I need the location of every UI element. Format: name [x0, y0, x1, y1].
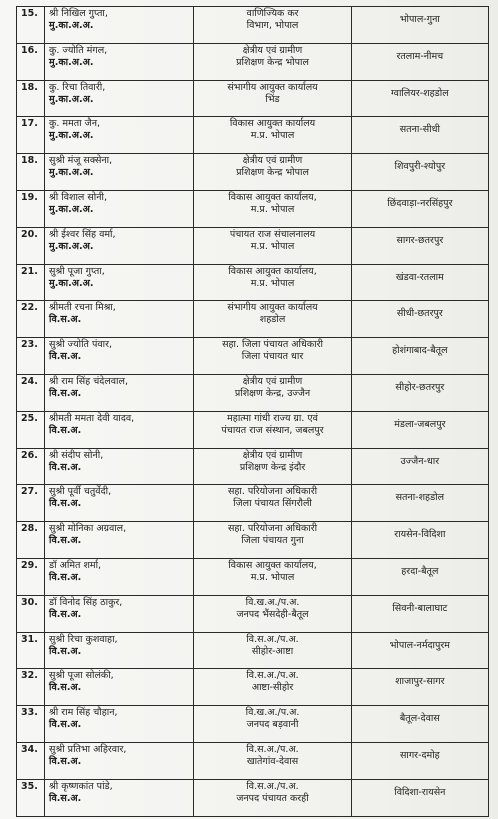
serial-no: 29.: [17, 558, 45, 595]
officer-name: सुश्री ज्योति पंवार, वि.स.अ.: [45, 338, 194, 375]
officer-name: श्रीमती ममता देवी यादव, वि.स.अ.: [45, 411, 194, 448]
officer-name: श्री कृष्णकांत पांडे, वि.स.अ.: [45, 779, 194, 816]
posting-office: पंचायत राज संचालनालय म.प्र. भोपाल: [194, 227, 351, 264]
serial-no: 20.: [17, 227, 45, 264]
posting-office: महात्मा गांधी राज्य ग्रा. एवं पंचायत राज संस्थान, जबलपुर: [194, 411, 351, 448]
table-row: [17, 779, 489, 816]
assigned-district: सागर-दमोह: [351, 742, 488, 779]
serial-no: 16.: [17, 43, 45, 80]
assigned-district: मंडला-जबलपुर: [351, 411, 488, 448]
assigned-district: रायसेन-विदिशा: [351, 522, 488, 559]
officer-name: सुश्री पूजा गुप्ता, मु.का.अ.अ.: [45, 264, 194, 301]
serial-no: 34.: [17, 742, 45, 779]
officer-name: श्रीमती रचना मिश्रा, वि.स.अ.: [45, 301, 194, 338]
posting-office: सहा. परियोजना अधिकारी जिला पंचायत सिंगरौली: [194, 485, 351, 522]
assigned-district: उज्जैन-धार: [351, 448, 488, 485]
assigned-district: सागर-छतरपुर: [351, 227, 488, 264]
serial-no: 18.: [17, 80, 45, 117]
posting-office: वि.स.अ./प.अ. सीहोर-आष्टा: [194, 632, 351, 669]
officer-name: कु. रिचा तिवारी, मु.का.अ.अ.: [45, 80, 194, 117]
serial-no: 22.: [17, 301, 45, 338]
officer-name: डॉ अमित शर्मा, वि.स.अ.: [45, 558, 194, 595]
serial-no: 32.: [17, 669, 45, 706]
serial-no: 31.: [17, 632, 45, 669]
officer-name: सुश्री रिचा कुशवाहा, वि.स.अ.: [45, 632, 194, 669]
table-row: [17, 669, 489, 706]
assigned-district: ग्वालियर-शहडोल: [351, 80, 488, 117]
table-row: [17, 706, 489, 743]
table-row: [17, 595, 489, 632]
officer-name: श्री विशाल सोनी, मु.का.अ.अ.: [45, 190, 194, 227]
assigned-district: सीहोर-छतरपुर: [351, 374, 488, 411]
serial-no: 23.: [17, 338, 45, 375]
assigned-district: भोपाल-गुना: [351, 7, 488, 44]
assigned-district: सतना-शहडोल: [351, 485, 488, 522]
assigned-district: शाजापुर-सागर: [351, 669, 488, 706]
serial-no: 17.: [17, 117, 45, 154]
officer-name: कु. ज्योति मंगल, मु.का.अ.अ.: [45, 43, 194, 80]
serial-no: 27.: [17, 485, 45, 522]
table-row: [17, 448, 489, 485]
assigned-district: बैतूल-देवास: [351, 706, 488, 743]
posting-office: वि.स.अ./प.अ. आष्टा-सीहोर: [194, 669, 351, 706]
posting-office: क्षेत्रीय एवं ग्रामीण प्रशिक्षण केन्द्र भोपाल: [194, 43, 351, 80]
serial-no: 26.: [17, 448, 45, 485]
table-row: [17, 117, 489, 154]
officer-name: श्री निखिल गुप्ता, मु.का.अ.अ.: [45, 7, 194, 44]
table-row: [17, 227, 489, 264]
table-row: [17, 485, 489, 522]
assigned-district: हरदा-बैतूल: [351, 558, 488, 595]
officer-name: सुश्री मंजू सक्सेना, मु.का.अ.अ.: [45, 154, 194, 191]
officer-name: सुश्री मोनिका अग्रवाल, वि.स.अ.: [45, 522, 194, 559]
officer-name: डॉ विनोद सिंह ठाकुर, वि.स.अ.: [45, 595, 194, 632]
serial-no: 18.: [17, 154, 45, 191]
posting-office: क्षेत्रीय एवं ग्रामीण प्रशिक्षण केन्द्र इंदौर: [194, 448, 351, 485]
roster-body: [17, 7, 489, 817]
table-row: [17, 411, 489, 448]
posting-office: वि.स.अ./प.अ. खातेगांव-देवास: [194, 742, 351, 779]
posting-office: सहा. परियोजना अधिकारी जिला पंचायत गुना: [194, 522, 351, 559]
officer-name: श्री संदीप सोनी, वि.स.अ.: [45, 448, 194, 485]
serial-no: 30.: [17, 595, 45, 632]
assigned-district: शिवपुरी-श्योपुर: [351, 154, 488, 191]
posting-office: क्षेत्रीय एवं ग्रामीण प्रशिक्षण केन्द्र भोपाल: [194, 154, 351, 191]
officer-name: श्री ईश्वर सिंह वर्मा, मु.का.अ.अ.: [45, 227, 194, 264]
serial-no: 35.: [17, 779, 45, 816]
table-row: [17, 374, 489, 411]
assigned-district: होशंगाबाद-बैतूल: [351, 338, 488, 375]
posting-office: सहा. जिला पंचायत अधिकारी जिला पंचायत धार: [194, 338, 351, 375]
table-row: [17, 43, 489, 80]
table-row: [17, 522, 489, 559]
officer-name: सुश्री पूर्वी चतुर्वेदी, वि.स.अ.: [45, 485, 194, 522]
assigned-district: खंडवा-रतलाम: [351, 264, 488, 301]
posting-office: वाणिज्यिक कर विभाग, भोपाल: [194, 7, 351, 44]
posting-office: क्षेत्रीय एवं ग्रामीण प्रशिक्षण केन्द्र, उज्जैन: [194, 374, 351, 411]
assigned-district: भोपाल-नर्मदापुरम: [351, 632, 488, 669]
officer-name: श्री राम सिंह चौहान, वि.स.अ.: [45, 706, 194, 743]
serial-no: 25.: [17, 411, 45, 448]
serial-no: 28.: [17, 522, 45, 559]
table-row: [17, 742, 489, 779]
posting-office: विकास आयुक्त कार्यालय, म.प्र. भोपाल: [194, 558, 351, 595]
table-row: [17, 338, 489, 375]
officer-name: सुश्री पूजा सोलंकी, वि.स.अ.: [45, 669, 194, 706]
table-row: [17, 264, 489, 301]
officer-roster-table: [16, 6, 489, 817]
assigned-district: सतना-सीधी: [351, 117, 488, 154]
table-row: [17, 190, 489, 227]
table-row: [17, 80, 489, 117]
posting-office: विकास आयुक्त कार्यालय म.प्र. भोपाल: [194, 117, 351, 154]
serial-no: 15.: [17, 7, 45, 44]
assigned-district: छिंदवाड़ा-नरसिंहपुर: [351, 190, 488, 227]
serial-no: 24.: [17, 374, 45, 411]
posting-office: वि.ख.अ./प.अ. जनपद बड़वानी: [194, 706, 351, 743]
posting-office: विकास आयुक्त कार्यालय, म.प्र. भोपाल: [194, 190, 351, 227]
officer-name: कु. ममता जैन, मु.का.अ.अ.: [45, 117, 194, 154]
table-row: [17, 558, 489, 595]
assigned-district: रतलाम-नीमच: [351, 43, 488, 80]
posting-office: वि.स.अ./प.अ. जनपद पंचायत करही: [194, 779, 351, 816]
officer-name: सुश्री प्रतिभा अहिरवार, वि.स.अ.: [45, 742, 194, 779]
assigned-district: सिवनी-बालाघाट: [351, 595, 488, 632]
table-row: [17, 154, 489, 191]
posting-office: संभागीय आयुक्त कार्यालय शहडोल: [194, 301, 351, 338]
posting-office: वि.ख.अ./प.अ. जनपद भैंसदेही-बैतूल: [194, 595, 351, 632]
serial-no: 21.: [17, 264, 45, 301]
posting-office: विकास आयुक्त कार्यालय, म.प्र. भोपाल: [194, 264, 351, 301]
table-row: [17, 632, 489, 669]
officer-name: श्री राम सिंह चंदेलवाल, वि.स.अ.: [45, 374, 194, 411]
serial-no: 19.: [17, 190, 45, 227]
assigned-district: विदिशा-रायसेन: [351, 779, 488, 816]
table-row: [17, 301, 489, 338]
serial-no: 33.: [17, 706, 45, 743]
table-row: [17, 7, 489, 44]
posting-office: संभागीय आयुक्त कार्यालय भिंड: [194, 80, 351, 117]
assigned-district: सीधी-छतरपुर: [351, 301, 488, 338]
